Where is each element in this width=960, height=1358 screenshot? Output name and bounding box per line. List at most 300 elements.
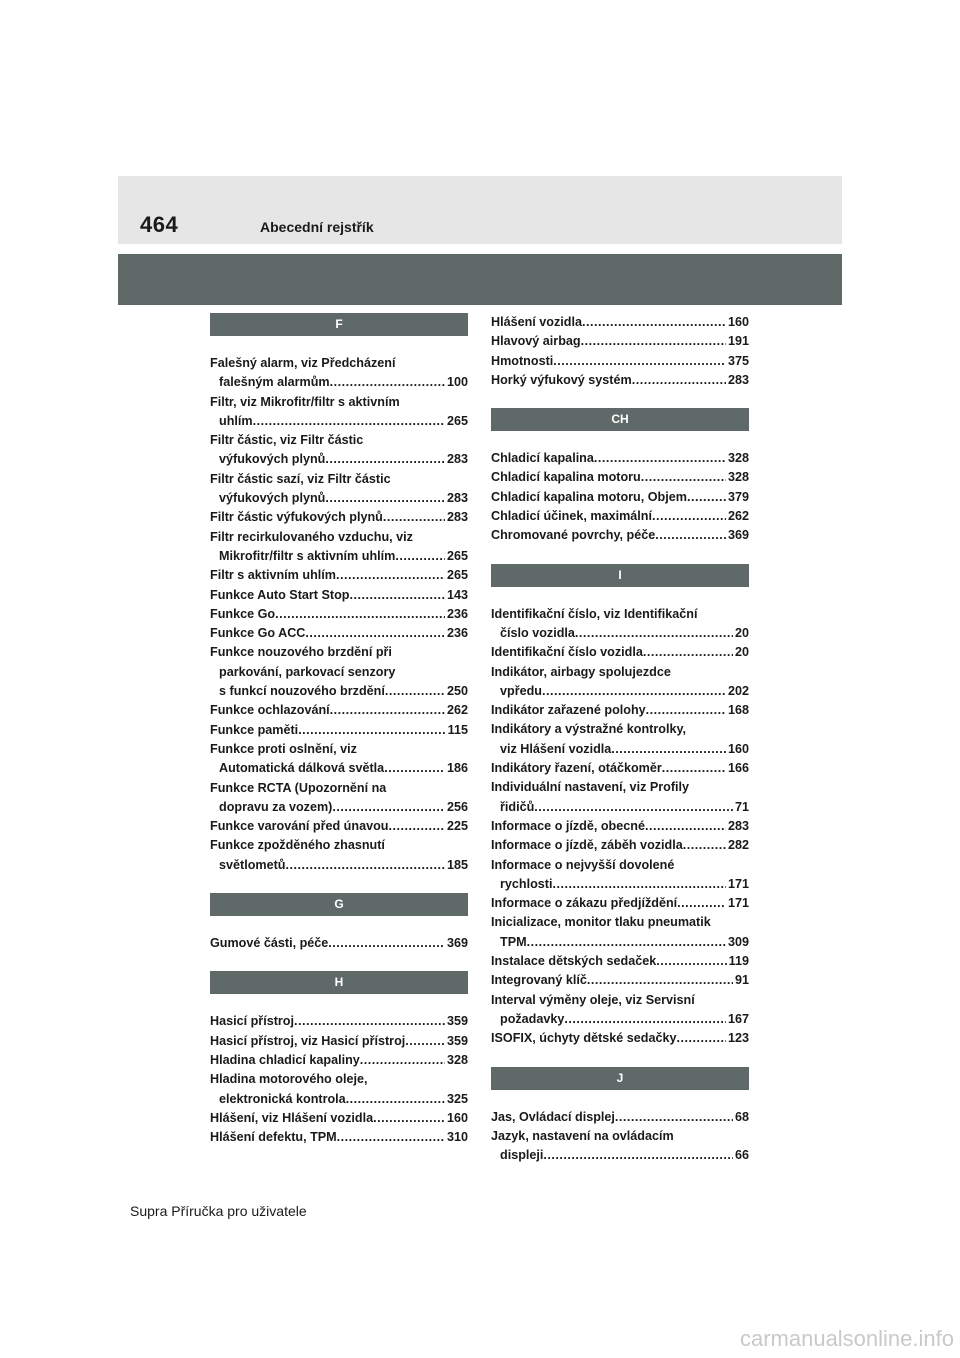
- index-entry-text: Chladicí účinek, maximální: [491, 509, 652, 524]
- index-entry-line: [210, 759, 468, 778]
- index-entry-text: Integrovaný klíč: [491, 973, 587, 988]
- index-entry: [491, 1029, 749, 1048]
- page-reference: 369: [727, 528, 749, 543]
- page-reference: 171: [727, 896, 749, 911]
- dot-leader: [384, 759, 445, 778]
- index-entry-line: [210, 1012, 468, 1031]
- section-title: Abecední rejstřík: [260, 219, 374, 235]
- letter-bar-i: I: [491, 564, 749, 587]
- index-entry: [210, 1128, 468, 1147]
- index-entry-text: Hmotnosti: [491, 353, 554, 368]
- index-entry: [210, 740, 468, 779]
- index-entry-text: Funkce Auto Start Stop: [210, 587, 350, 602]
- index-entry: [491, 971, 749, 990]
- page-reference: 167: [727, 1011, 749, 1026]
- index-entry: [210, 470, 468, 509]
- dot-leader: [611, 740, 726, 759]
- index-entry-line: [491, 332, 749, 351]
- dot-leader: [534, 798, 733, 817]
- index-entry-text: ISOFIX, úchyty dětské sedačky: [491, 1031, 677, 1046]
- index-entry: [491, 313, 749, 332]
- index-entry-text: Identifikační číslo vozidla: [491, 645, 643, 660]
- letter-bar-g: G: [210, 893, 468, 916]
- index-entry-text: Funkce ochlazování: [210, 703, 330, 718]
- page-reference: 66: [734, 1148, 749, 1163]
- index-entry: [491, 720, 749, 759]
- index-entry: [491, 663, 749, 702]
- index-entry-text: Gumové části, péče: [210, 936, 329, 951]
- dot-leader: [581, 332, 726, 351]
- index-entry-line: [491, 1146, 749, 1165]
- index-entry: [210, 393, 468, 432]
- page-reference: 236: [446, 626, 468, 641]
- page-reference: 166: [727, 761, 749, 776]
- index-entry-line: [210, 1051, 468, 1070]
- index-entry-heading: [491, 913, 749, 932]
- index-entry-line: [210, 586, 468, 605]
- index-entry-text: viz Hlášení vozidla: [500, 741, 612, 756]
- index-entry-heading-text: Indikátor, airbagy spolujezdce: [491, 664, 671, 679]
- page-reference: 283: [727, 818, 749, 833]
- index-group-j: [491, 1108, 749, 1166]
- dot-leader: [395, 547, 445, 566]
- dot-leader: [553, 875, 726, 894]
- index-entry-heading: [491, 663, 749, 682]
- dot-leader: [253, 412, 445, 431]
- index-entry: [491, 332, 749, 351]
- index-entry-heading-text: Hladina motorového oleje,: [210, 1072, 368, 1087]
- index-entry-text: Filtr částic výfukových plynů: [210, 510, 383, 525]
- index-entry-text: Filtr s aktivním uhlím: [210, 568, 336, 583]
- index-entry: [210, 508, 468, 527]
- page-reference: 236: [446, 606, 468, 621]
- page-reference: 115: [447, 722, 468, 737]
- index-entry: [210, 817, 468, 836]
- page-number: 464: [140, 212, 179, 237]
- dot-leader: [677, 894, 726, 913]
- index-entry-text: Horký výfukový systém: [491, 372, 632, 387]
- index-entry: [491, 952, 749, 971]
- page-reference: 91: [734, 973, 749, 988]
- page-reference: 328: [727, 451, 749, 466]
- index-entry-text: Indikátor zařazené polohy: [491, 703, 646, 718]
- page-reference: 282: [727, 838, 749, 853]
- index-entry-text: s funkcí nouzového brzdění: [219, 684, 385, 699]
- dot-leader: [373, 1109, 445, 1128]
- index-entry-line: [491, 1010, 749, 1029]
- index-entry: [210, 701, 468, 720]
- dot-leader: [385, 682, 445, 701]
- page-reference: 369: [446, 936, 468, 951]
- dot-leader: [542, 682, 726, 701]
- index-entry-line: [491, 488, 749, 507]
- index-entry: [210, 586, 468, 605]
- index-entry-heading: [210, 470, 468, 489]
- index-entry-heading-text: Filtr recirkulovaného vzduchu, viz: [210, 529, 413, 544]
- letter-bar-ch: CH: [491, 408, 749, 431]
- index-entry-heading-text: Funkce zpožděného zhasnutí: [210, 838, 385, 853]
- index-entry-line: [210, 682, 468, 701]
- index-entry-line: [491, 798, 749, 817]
- index-entry-line: [210, 450, 468, 469]
- index-entry: [210, 1012, 468, 1031]
- page-reference: 379: [727, 489, 749, 504]
- dot-leader: [336, 566, 445, 585]
- dot-leader: [582, 313, 726, 332]
- page-reference: 68: [734, 1109, 749, 1124]
- index-entry-text: Informace o zákazu předjíždění: [491, 896, 678, 911]
- dot-leader: [615, 1108, 733, 1127]
- index-entry-line: [491, 875, 749, 894]
- index-entry-heading: [210, 836, 468, 855]
- page-reference: 71: [734, 799, 749, 814]
- index-entry-heading: [491, 991, 749, 1010]
- index-entry-line: [491, 817, 749, 836]
- index-entry-text: Hasicí přístroj: [210, 1014, 294, 1029]
- index-column-right: [491, 313, 749, 1165]
- dot-leader: [553, 352, 726, 371]
- index-entry: [491, 1127, 749, 1166]
- index-entry-text: Hladina chladicí kapaliny: [210, 1052, 360, 1067]
- footer-text: Supra Příručka pro uživatele: [130, 1203, 307, 1219]
- page-reference: 171: [727, 876, 749, 891]
- dot-leader: [325, 450, 445, 469]
- index-entry-heading-text: Filtr, viz Mikrofitr/filtr s aktivním: [210, 394, 400, 409]
- page-header: [118, 176, 842, 244]
- index-entry-text: Hlášení, viz Hlášení vozidla: [210, 1110, 374, 1125]
- dot-leader: [643, 643, 733, 662]
- index-group-ch: [491, 449, 749, 545]
- dot-leader: [683, 836, 726, 855]
- index-entry-line: [210, 721, 468, 740]
- index-entry: [491, 488, 749, 507]
- index-entry: [491, 643, 749, 662]
- page-reference: 160: [727, 315, 749, 329]
- page-reference: 328: [727, 470, 749, 485]
- index-entry-heading-text: Filtr částic, viz Filtr částic: [210, 433, 364, 448]
- dot-leader: [346, 1090, 445, 1109]
- page-reference: 283: [446, 491, 468, 506]
- index-entry: [491, 856, 749, 895]
- index-entry-text: falešným alarmům: [219, 375, 330, 390]
- dot-leader: [360, 1051, 445, 1070]
- header-band: [118, 254, 842, 305]
- index-entry-line: [491, 313, 749, 332]
- index-entry: [210, 934, 468, 953]
- index-entry: [491, 1108, 749, 1127]
- index-entry-line: [491, 643, 749, 662]
- index-entry-heading-text: Informace o nejvyšší dovolené: [491, 857, 675, 872]
- index-entry-line: [491, 468, 749, 487]
- index-entry-text: elektronická kontrola: [219, 1091, 346, 1106]
- index-entry-heading: [491, 1127, 749, 1146]
- index-entry: [210, 643, 468, 701]
- page-reference: 359: [446, 1033, 468, 1048]
- dot-leader: [543, 1146, 733, 1165]
- page-reference: 265: [446, 568, 468, 583]
- dot-leader: [328, 934, 445, 953]
- index-entry-line: [210, 1032, 468, 1051]
- index-entry-line: [210, 412, 468, 431]
- index-entry-heading: [210, 1070, 468, 1089]
- page-reference: 191: [727, 334, 749, 349]
- index-entry-heading: [491, 720, 749, 739]
- index-entry-line: [491, 740, 749, 759]
- index-column-left: [210, 313, 468, 1147]
- index-entry-text: Chromované povrchy, péče: [491, 528, 656, 543]
- page-reference: 256: [446, 799, 468, 814]
- index-entry-text: řidičů: [500, 799, 535, 814]
- page-reference: 262: [727, 509, 749, 524]
- index-entry-heading: [210, 528, 468, 547]
- index-entry: [491, 526, 749, 545]
- index-entry-text: rychlosti: [500, 876, 553, 891]
- index-entry: [210, 566, 468, 585]
- index-entry-line: [210, 489, 468, 508]
- dot-leader: [564, 1010, 726, 1029]
- index-entry: [491, 701, 749, 720]
- page-reference: 359: [446, 1014, 468, 1029]
- index-entry-heading-text: Individuální nastavení, viz Profily: [491, 780, 690, 795]
- index-entry-line: [210, 817, 468, 836]
- index-entry-line: [491, 759, 749, 778]
- index-entry-heading-text: Falešný alarm, viz Předcházení: [210, 356, 396, 370]
- index-entry-heading: [491, 856, 749, 875]
- page-reference: 119: [728, 954, 749, 969]
- index-entry-text: Chladicí kapalina motoru: [491, 470, 641, 485]
- index-entry: [210, 354, 468, 393]
- index-entry-text: TPM: [500, 934, 527, 949]
- index-entry-line: [210, 624, 468, 643]
- index-entry-continuation: [210, 663, 468, 682]
- dot-leader: [275, 605, 445, 624]
- index-entry-heading: [210, 431, 468, 450]
- index-entry-text: Funkce varování před únavou: [210, 819, 389, 834]
- page-reference: 186: [446, 761, 468, 776]
- index-entry: [491, 352, 749, 371]
- dot-leader: [645, 817, 726, 836]
- index-entry-text: požadavky: [500, 1011, 565, 1026]
- index-entry-text: číslo vozidla: [500, 625, 575, 640]
- index-entry-text: Jas, Ovládací displej: [491, 1109, 615, 1124]
- page-reference: 310: [446, 1130, 468, 1145]
- index-entry-line: [210, 605, 468, 624]
- index-entry: [491, 991, 749, 1030]
- index-entry-text: Chladicí kapalina: [491, 451, 594, 466]
- index-entry: [210, 605, 468, 624]
- dot-leader: [286, 856, 445, 875]
- index-entry-heading-text: Jazyk, nastavení na ovládacím: [491, 1128, 674, 1143]
- dot-leader: [687, 488, 726, 507]
- index-entry-heading: [491, 778, 749, 797]
- index-entry-line: [210, 1128, 468, 1147]
- dot-leader: [337, 1128, 445, 1147]
- page-reference: 375: [727, 353, 749, 368]
- index-entry-text: Funkce paměti: [210, 722, 299, 737]
- index-entry: [210, 779, 468, 818]
- index-entry: [491, 913, 749, 952]
- index-entry-text: Instalace dětských sedaček: [491, 954, 657, 969]
- index-entry: [491, 605, 749, 644]
- index-entry-line: [210, 373, 468, 392]
- index-entry-heading-text: Filtr částic sazí, viz Filtr částic: [210, 471, 391, 486]
- index-entry-heading: [210, 740, 468, 759]
- page-reference: 283: [727, 372, 749, 387]
- dot-leader: [349, 586, 445, 605]
- index-entry-line: [491, 1029, 749, 1048]
- index-entry-line: [491, 952, 749, 971]
- index-entry: [491, 778, 749, 817]
- index-entry-text: Informace o jízdě, záběh vozidla: [491, 838, 683, 853]
- dot-leader: [305, 624, 445, 643]
- index-entry-text: Hlášení defektu, TPM: [210, 1130, 337, 1145]
- page-reference: 160: [446, 1110, 468, 1125]
- index-group-f: [210, 354, 468, 875]
- dot-leader: [294, 1012, 445, 1031]
- dot-leader: [632, 371, 726, 390]
- dot-leader: [330, 701, 445, 720]
- index-entry-line: [210, 508, 468, 527]
- page-reference: 225: [446, 819, 468, 834]
- index-entry: [491, 836, 749, 855]
- index-entry-line: [491, 352, 749, 371]
- index-entry-line: [491, 1108, 749, 1127]
- page-reference: 20: [734, 645, 749, 660]
- dot-leader: [662, 759, 726, 778]
- index-entry: [491, 449, 749, 468]
- index-entry-text: Hlášení vozidla: [491, 315, 582, 329]
- index-entry-text: Chladicí kapalina motoru, Objem: [491, 489, 687, 504]
- index-entry-heading: [210, 354, 468, 373]
- index-entry-text: Hlavový airbag: [491, 334, 581, 349]
- index-entry: [210, 721, 468, 740]
- index-entry-text: Informace o jízdě, obecné: [491, 818, 645, 833]
- index-entry-text: světlometů: [219, 857, 286, 872]
- dot-leader: [646, 701, 726, 720]
- index-entry-line: [491, 894, 749, 913]
- page-reference: 168: [727, 703, 749, 718]
- index-entry-text: uhlím: [219, 413, 253, 428]
- letter-bar-j: J: [491, 1067, 749, 1090]
- index-entry-line: [491, 624, 749, 643]
- index-entry-text: Mikrofitr/filtr s aktivním uhlím: [219, 548, 396, 563]
- index-entry: [210, 836, 468, 875]
- index-entry-text: Indikátory řazení, otáčkoměr: [491, 761, 662, 776]
- index-entry-line: [491, 682, 749, 701]
- page-reference: 143: [446, 587, 468, 602]
- index-entry-heading-text: Indikátory a výstražné kontrolky,: [491, 722, 687, 737]
- dot-leader: [330, 373, 445, 392]
- index-entry-line: [491, 933, 749, 952]
- dot-leader: [677, 1029, 726, 1048]
- dot-leader: [641, 468, 726, 487]
- page-reference: 160: [727, 741, 749, 756]
- dot-leader: [405, 1032, 445, 1051]
- index-group-i: [491, 605, 749, 1049]
- index-entry-line: [210, 1109, 468, 1128]
- watermark: carmanualsonline.info: [739, 1326, 954, 1351]
- dot-leader: [332, 798, 445, 817]
- index-group-h-cont: [491, 313, 749, 390]
- dot-leader: [388, 817, 445, 836]
- index-entry: [210, 431, 468, 470]
- index-entry-heading: [210, 643, 468, 662]
- dot-leader: [575, 624, 733, 643]
- index-entry: [491, 894, 749, 913]
- page-reference: 265: [446, 548, 468, 563]
- index-entry-line: [210, 934, 468, 953]
- index-entry-continuation-text: parkování, parkovací senzory: [219, 664, 396, 679]
- index-entry-line: [491, 449, 749, 468]
- index-entry-heading: [210, 779, 468, 798]
- dot-leader: [325, 489, 445, 508]
- index-entry-line: [210, 856, 468, 875]
- index-entry: [491, 468, 749, 487]
- index-entry-line: [491, 701, 749, 720]
- page-reference: 283: [446, 452, 468, 467]
- index-entry: [210, 1109, 468, 1128]
- index-entry-text: Funkce Go ACC: [210, 626, 306, 641]
- index-entry-line: [491, 971, 749, 990]
- page-reference: 250: [446, 684, 468, 699]
- page-reference: 123: [727, 1031, 749, 1046]
- dot-leader: [594, 449, 726, 468]
- index-entry: [491, 817, 749, 836]
- page-reference: 328: [446, 1052, 468, 1067]
- index-entry-line: [210, 798, 468, 817]
- page-reference: 100: [446, 375, 468, 390]
- index-entry-line: [491, 371, 749, 390]
- page-reference: 309: [727, 934, 749, 949]
- letter-bar-f: F: [210, 313, 468, 336]
- page-reference: 325: [446, 1091, 468, 1106]
- index-entry: [210, 528, 468, 567]
- index-entry: [491, 371, 749, 390]
- page-reference: 185: [446, 857, 468, 872]
- dot-leader: [587, 971, 733, 990]
- page-reference: 265: [446, 413, 468, 428]
- index-entry-text: výfukových plynů: [219, 491, 326, 506]
- index-entry-text: Automatická dálková světla: [219, 761, 385, 776]
- index-entry: [491, 759, 749, 778]
- index-entry-heading-text: Identifikační číslo, viz Identifikační: [491, 606, 698, 621]
- index-entry-line: [210, 547, 468, 566]
- dot-leader: [655, 526, 726, 545]
- index-entry-line: [210, 1090, 468, 1109]
- page-reference: 20: [734, 625, 749, 640]
- index-entry: [210, 1051, 468, 1070]
- index-entry-text: dopravu za vozem): [219, 799, 333, 814]
- index-entry-heading-text: Funkce nouzového brzdění při: [210, 645, 392, 660]
- index-entry-text: výfukových plynů: [219, 452, 326, 467]
- index-entry-line: [491, 526, 749, 545]
- index-entry: [210, 1070, 468, 1109]
- index-entry-text: Funkce Go: [210, 606, 276, 621]
- page-reference: 283: [446, 510, 468, 525]
- dot-leader: [298, 721, 445, 740]
- index-entry: [210, 1032, 468, 1051]
- page-reference: 262: [446, 703, 468, 718]
- index-entry-line: [491, 507, 749, 526]
- dot-leader: [527, 933, 726, 952]
- index-entry-text: vpředu: [500, 683, 542, 698]
- page-reference: 202: [727, 683, 749, 698]
- index-entry-heading: [210, 393, 468, 412]
- index-entry-line: [210, 566, 468, 585]
- index-entry-heading-text: Interval výměny oleje, viz Servisní: [491, 992, 695, 1007]
- index-entry: [491, 507, 749, 526]
- index-entry-heading: [491, 605, 749, 624]
